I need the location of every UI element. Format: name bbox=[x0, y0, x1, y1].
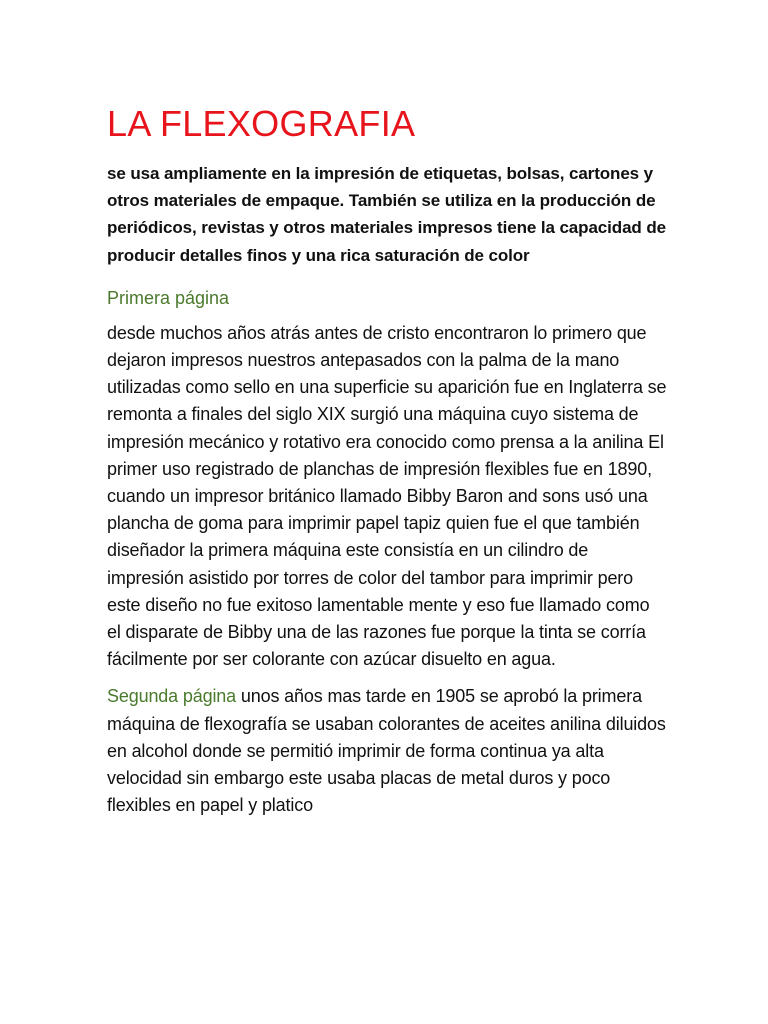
section-paragraph-segunda-wrapper bbox=[107, 683, 667, 819]
section-heading-segunda: Segunda página bbox=[107, 686, 237, 707]
document-page bbox=[107, 98, 667, 829]
document-title: LA FLEXOGRAFIA bbox=[107, 103, 416, 144]
section-heading-primera: Primera página bbox=[107, 287, 230, 308]
section-paragraph-segunda: unos años mas tarde en 1905 se aprobó la primera máquina de flexografía se usaban colorantes de aceites anilina diluidos en alcohol donde se permitió imprimir de forma continua ya alta velocidad sin embargo este usaba placas de metal duros y poco flexibles en papel y platico bbox=[107, 686, 666, 816]
section-paragraph-primera: desde muchos años atrás antes de cristo encontraron lo primero que dejaron impresos nuestros antepasados con la palma de la mano utilizadas como sello en una superficie su aparición fue en Inglaterra se remonta a finales del siglo XIX surgió una máquina cuyo sistema de impresión mecánico y rotativo era conocido como prensa a la anilina El primer uso registrado de planchas de impresión flexibles fue en 1890, cuando un impresor británico llamado Bibby Baron and sons usó una plancha de goma para imprimir papel tapiz quien fue el que también diseñador la primera máquina este consistía en un cilindro de impresión asistido por torres de color del tambor para imprimir pero este diseño no fue exitoso lamentable mente y eso fue llamado como el disparate de Bibby una de las razones fue porque la tinta se corría fácilmente por ser colorante con azúcar disuelto en agua. bbox=[107, 322, 667, 670]
intro-paragraph: se usa ampliamente en la impresión de etiquetas, bolsas, cartones y otros materiales de empaque. También se utiliza en la producción de periódicos, revistas y otros materiales impresos tiene la capacidad de producir detalles finos y una rica saturación de color bbox=[107, 164, 666, 265]
